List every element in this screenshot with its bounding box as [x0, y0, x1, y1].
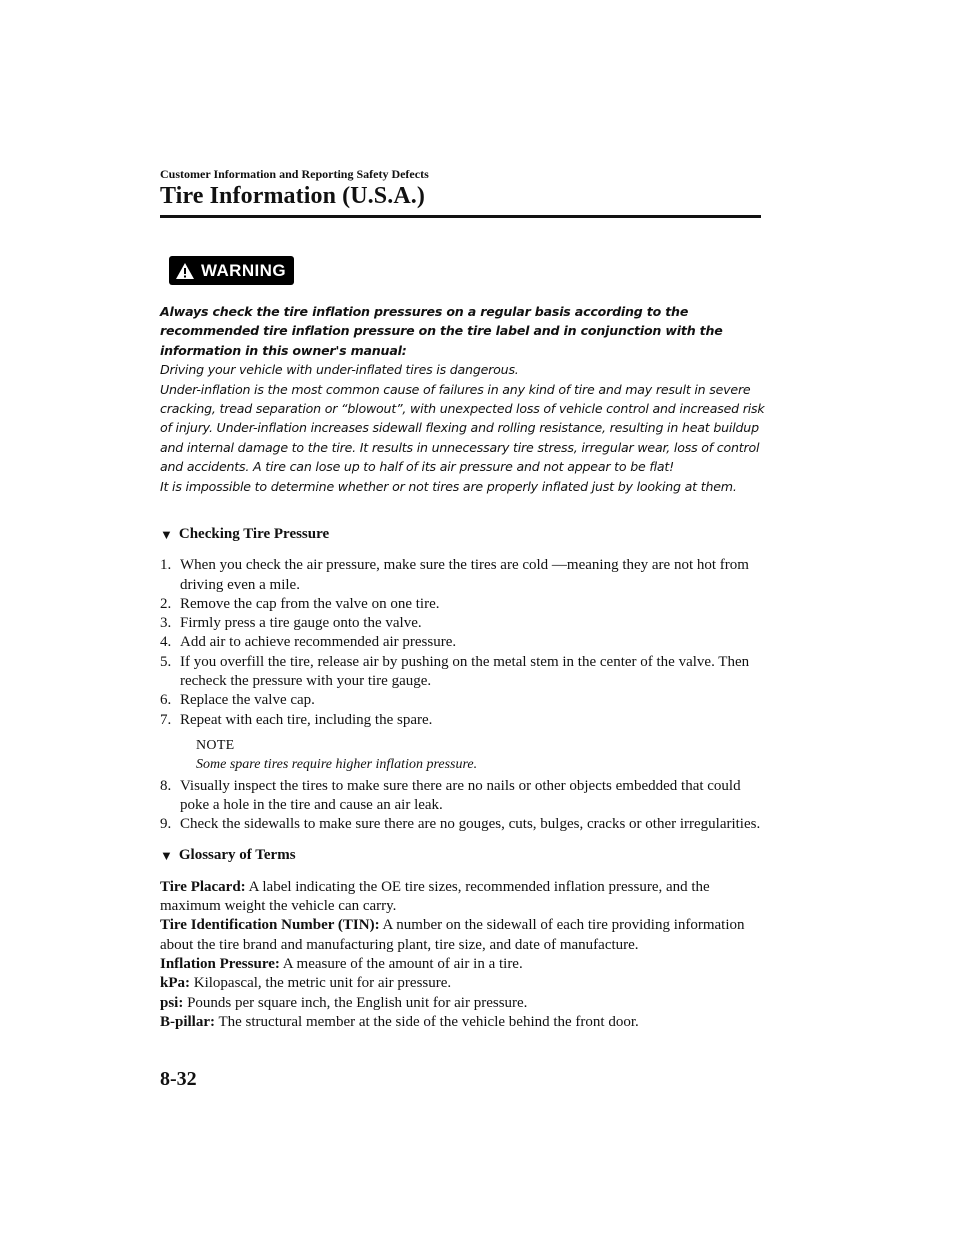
warning-line: Under-inflation is the most common cause of failures in any kind of tire and may result in severe cracking, tread separation or “blowout”, with unexpected loss of vehicle control and increased risk of injury. Under-inflation increases sidewall flexing and rolling resistance, resulting in heat buildup and internal damage to the tire. It results in unnecessary tire stress, irregular wear, loss of control and accidents. A tire can lose up to half of its air pressure and not appear to be flat!: [160, 381, 765, 475]
list-item: [160, 614, 765, 633]
note-text: Some spare tires require higher inflation pressure.: [196, 757, 478, 773]
step-number: 4.: [160, 634, 172, 651]
glossary-entry: [160, 1013, 765, 1032]
list-item: [160, 777, 765, 816]
glossary-entry: [160, 916, 765, 955]
step-number: 9.: [160, 816, 172, 833]
steps-list-continued: [160, 777, 765, 835]
step-number: 7.: [160, 711, 172, 728]
step-text: Add air to achieve recommended air pressure.: [180, 634, 457, 651]
page-title: Tire Information (U.S.A.): [160, 183, 425, 209]
triangle-down-icon: ▼: [160, 848, 173, 864]
triangle-down-icon: ▼: [160, 527, 173, 542]
glossary-term: Inflation Pressure:: [160, 955, 280, 972]
glossary-definition: The structural member at the side of the vehicle behind the front door.: [215, 1013, 639, 1030]
note-block: [196, 736, 765, 775]
step-number: 5.: [160, 653, 172, 670]
steps-list: [160, 556, 765, 730]
glossary-term: psi:: [160, 994, 184, 1011]
glossary-definition: A label indicating the OE tire sizes, recommended inflation pressure, and the maximum weight the vehicle can carry.: [160, 878, 710, 915]
checking-heading: [160, 525, 765, 544]
warning-lead: Always check the tire inflation pressures on a regular basis according to the recommended tire inflation pressure on the tire label and in conjunction with the information in this owner's manual:: [160, 304, 723, 358]
glossary-definition: Kilopascal, the metric unit for air pressure.: [190, 975, 452, 992]
step-number: 2.: [160, 595, 172, 612]
note-label: NOTE: [196, 737, 235, 753]
warning-badge: [169, 256, 294, 285]
checking-heading-label: Checking Tire Pressure: [178, 526, 330, 542]
page-number: 8-32: [160, 1068, 197, 1090]
glossary-term: kPa:: [160, 975, 190, 992]
glossary-definition: Pounds per square inch, the English unit for air pressure.: [183, 994, 528, 1011]
step-text: Check the sidewalls to make sure there are no gouges, cuts, bulges, cracks or other irregularities.: [180, 816, 761, 833]
glossary-term: Tire Placard:: [160, 878, 246, 895]
step-text: Visually inspect the tires to make sure there are no nails or other objects embedded that could poke a hole in the tire and cause an air leak.: [180, 777, 741, 813]
step-text: When you check the air pressure, make sure the tires are cold ―meaning they are not hot from driving even a mile.: [180, 557, 749, 593]
step-text: Repeat with each tire, including the spare.: [180, 711, 433, 728]
step-number: 8.: [160, 777, 172, 794]
glossary-definition: A measure of the amount of air in a tire.: [279, 955, 523, 972]
title-rule: [160, 215, 761, 218]
step-text: Firmly press a tire gauge onto the valve.: [180, 615, 422, 632]
glossary-entry: [160, 974, 765, 993]
step-text: Remove the cap from the valve on one tire.: [180, 595, 440, 612]
step-text: Replace the valve cap.: [180, 692, 315, 709]
list-item: [160, 595, 765, 614]
main-content: [160, 525, 765, 1032]
warning-text: [160, 302, 765, 496]
step-number: 1.: [160, 557, 172, 574]
step-text: If you overfill the tire, release air by pushing on the metal stem in the center of the valve. Then recheck the pressure with your tire gauge.: [180, 653, 750, 690]
step-number: 6.: [160, 692, 172, 709]
list-item: [160, 815, 765, 834]
glossary-entry: [160, 994, 765, 1013]
glossary-entry: [160, 955, 765, 974]
warning-triangle-icon: [175, 262, 195, 280]
glossary-heading: [160, 846, 765, 865]
glossary-term: B-pillar:: [160, 1013, 215, 1030]
glossary-list: [160, 878, 765, 1032]
step-number: 3.: [160, 615, 172, 632]
list-item: [160, 556, 765, 595]
list-item: [160, 633, 765, 652]
glossary-heading-label: Glossary of Terms: [178, 847, 296, 864]
glossary-entry: [160, 878, 765, 917]
glossary-term: Tire Identification Number (TIN):: [160, 917, 380, 934]
running-head: Customer Information and Reporting Safety Defects: [160, 167, 429, 181]
list-item: [160, 711, 765, 730]
glossary-definition: A number on the sidewall of each tire providing information about the tire brand and manufacturing plant, tire size, and date of manufacture.: [160, 917, 745, 953]
list-item: [160, 653, 765, 692]
warning-line: It is impossible to determine whether or not tires are properly inflated just by looking at them.: [160, 478, 737, 494]
warning-label: WARNING: [201, 260, 286, 280]
warning-line: Driving your vehicle with under-inflated tires is dangerous.: [160, 362, 519, 378]
list-item: [160, 691, 765, 710]
